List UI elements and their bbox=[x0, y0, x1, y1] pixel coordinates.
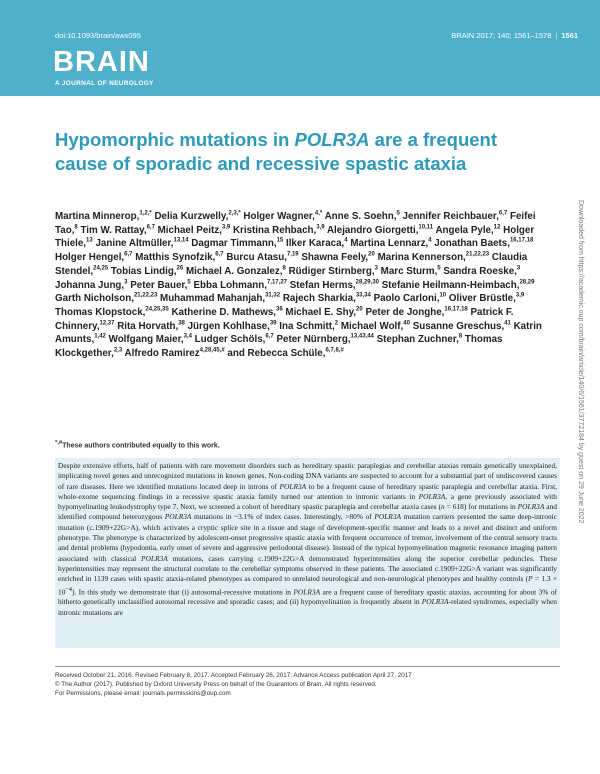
author-name: Michael A. Gonzalez, bbox=[185, 265, 283, 277]
author-affiliation: 21,22,23 bbox=[133, 292, 158, 299]
author bbox=[55, 211, 152, 222]
abstract-segment: mutations in ~3.1% of index cases. Interestingly, >80% of bbox=[191, 512, 375, 522]
abstract-segment: mutation carriers presented the same deep-intronic mutation (c.1909+22G>A), which activates a cryptic splice site in a tissue and stage of development-specific manner and leads to a novel and distinct and uniform phenotype. The phenotype is characterized by adolescent-onset progressive spastic ataxia with frequent occurrence of tremor, involvement of the central sensory tracts and dental problems (hypodontia, early onset of severe and aggressive periodontal disease). Instead of the typical hypomyelination magnetic resonance imaging pattern associated with classical bbox=[58, 512, 557, 563]
author-affiliation: 20 bbox=[368, 251, 375, 258]
author-affiliation: 6,7 bbox=[498, 210, 508, 217]
doi[interactable]: doi:10.1093/brain/awx095 bbox=[55, 31, 141, 40]
superscript: −4 bbox=[65, 586, 72, 593]
abstract-segment: , a gene previously associated with hypomyelinating leukodystrophy type 7. Next, we screened a cohort of hereditary spastic paraplegia and cerebellar ataxia cases ( bbox=[58, 491, 557, 512]
author-name: Holger Hengel, bbox=[55, 252, 125, 264]
author-name: Garth Nicholson, bbox=[55, 293, 134, 305]
author bbox=[117, 321, 185, 332]
journal-tagline: A JOURNAL OF NEUROLOGY bbox=[55, 80, 154, 87]
author-affiliation: 10,11 bbox=[418, 224, 434, 231]
author-affiliation: 3,9 bbox=[221, 224, 231, 231]
author bbox=[435, 225, 500, 236]
author bbox=[233, 225, 325, 236]
author bbox=[158, 225, 231, 236]
italic-term: n bbox=[440, 502, 445, 512]
author bbox=[289, 266, 378, 277]
citation-divider: | bbox=[555, 31, 558, 40]
author-name: and Rebecca Schüle, bbox=[227, 348, 326, 360]
author-list bbox=[55, 210, 555, 361]
footer-line: © The Author (2017). Published by Oxford University Press on behalf of the Guarantors of Brain. All rights reserved. bbox=[55, 681, 377, 689]
author-affiliation: 6,7 bbox=[124, 251, 133, 258]
author-name: Anne S. Soehn, bbox=[324, 211, 397, 222]
title-part-1: Hypomorphic mutations in bbox=[55, 129, 295, 150]
author-affiliation: 3 bbox=[516, 265, 521, 272]
author-affiliation: 26 bbox=[176, 265, 184, 272]
author-affiliation: 31,32 bbox=[265, 292, 281, 299]
author-affiliation: 2,3,* bbox=[228, 210, 241, 217]
author bbox=[377, 334, 463, 345]
author-affiliation: 4 bbox=[344, 238, 348, 245]
author-name: Oliver Brüstle, bbox=[448, 293, 516, 305]
abstract-segment: Despite extensive efforts, half of patients with rare movement disorders such as hereditary spastic paraplegias and cerebellar ataxias remain genetically unexplained, implicating novel genes and unrecognized mutations in known genes. Non-coding DNA variants are suspected to account for a substantial part of undiscovered causes of rare diseases. Here we identified mutations located deep in introns of bbox=[58, 461, 557, 491]
author bbox=[413, 321, 511, 332]
author-affiliation: 15 bbox=[276, 238, 284, 245]
author-name: Rajech Sharkia, bbox=[282, 293, 356, 305]
citation bbox=[451, 31, 578, 40]
author bbox=[160, 293, 280, 304]
author bbox=[286, 238, 348, 249]
author bbox=[243, 211, 322, 222]
author bbox=[350, 238, 431, 249]
author-name: Alejandro Giorgetti, bbox=[326, 224, 419, 236]
author-name: Paolo Carloni, bbox=[373, 293, 440, 305]
abstract-segment: mutations, cases carrying c.1909+22G>A demonstrated hyperintensities along the superior cerebellar peduncles. These hyperintensities may represent the structural correlate to the cerebellar symptoms observed in these patients. The associated c.1909+22G>A variant was significantly enriched in 1139 cases with spastic ataxia-related phenotypes as compared to unrelated neurological and non-neurological phenotypes and healthy controls ( bbox=[58, 553, 557, 584]
author-affiliation: 21,22,23 bbox=[465, 251, 490, 258]
author-affiliation: 6,7,8,# bbox=[325, 347, 344, 354]
italic-term: POLR3A bbox=[374, 512, 402, 522]
author bbox=[301, 252, 374, 263]
author-affiliation: 1,2,* bbox=[139, 210, 152, 217]
author bbox=[81, 225, 155, 236]
footer-divider bbox=[55, 666, 560, 667]
author-affiliation: 16,17,18 bbox=[509, 238, 534, 245]
author-name: Marc Sturm, bbox=[380, 265, 438, 277]
author-name: Angela Pyle, bbox=[435, 224, 494, 236]
author bbox=[186, 266, 286, 277]
italic-term: POLR3A bbox=[421, 597, 449, 607]
author bbox=[327, 225, 433, 236]
author-name: Shawna Feely, bbox=[301, 252, 369, 264]
author-affiliation: 28,29 bbox=[519, 279, 535, 286]
author-affiliation: 7,19 bbox=[286, 251, 299, 258]
italic-term: POLR3A bbox=[418, 491, 446, 501]
author bbox=[111, 266, 183, 277]
author-name: Stefan Herms, bbox=[289, 279, 356, 291]
abstract-segment: = 1.3 × 10 bbox=[58, 574, 557, 597]
author-name: Katherine D. Mathews, bbox=[171, 306, 276, 318]
author-name: Michael Wolf, bbox=[340, 320, 404, 332]
author bbox=[227, 348, 343, 359]
author-affiliation: 40 bbox=[403, 320, 410, 327]
author-affiliation: 38 bbox=[178, 320, 185, 327]
equal-note-text: These authors contributed equally to this work. bbox=[62, 442, 220, 450]
author bbox=[135, 252, 223, 263]
author-affiliation: 3,4 bbox=[183, 334, 192, 341]
author-affiliation: 33,34 bbox=[355, 292, 371, 299]
italic-term: POLR3A bbox=[293, 587, 321, 597]
author bbox=[382, 280, 535, 291]
author-name: Kristina Rehbach, bbox=[232, 224, 317, 236]
journal-logo: BRAIN bbox=[53, 46, 150, 78]
author-name: Peter Nürnberg, bbox=[276, 334, 351, 346]
author bbox=[434, 238, 533, 249]
author-name: Matthis Synofzik, bbox=[135, 252, 216, 264]
author-affiliation: 6,7 bbox=[215, 251, 224, 258]
author-affiliation: 5 bbox=[187, 279, 191, 286]
author-name: Patrick F. Chinnery, bbox=[55, 306, 514, 332]
author-affiliation: 1,42 bbox=[94, 334, 106, 341]
author-affiliation: 8 bbox=[458, 334, 463, 341]
author-name: Holger Thiele, bbox=[55, 224, 535, 250]
author bbox=[55, 280, 127, 291]
author-affiliation: 6,7 bbox=[265, 334, 274, 341]
author-affiliation: 16,17,18 bbox=[444, 306, 468, 313]
author-name: Ilker Karaca, bbox=[285, 238, 345, 250]
author-affiliation: 2 bbox=[334, 320, 339, 327]
author-affiliation: 41 bbox=[504, 320, 511, 327]
author bbox=[365, 307, 467, 318]
author-name: Ina Schmitt, bbox=[279, 320, 335, 332]
author-affiliation: 24,25,35 bbox=[145, 306, 169, 313]
author-name: Thomas Klopstock, bbox=[55, 306, 146, 318]
italic-term: POLR3A bbox=[141, 553, 168, 563]
author-name: Tobias Lindig, bbox=[110, 265, 177, 277]
author-affiliation: 12 bbox=[493, 224, 501, 231]
author bbox=[374, 293, 447, 304]
author-affiliation: 12,37 bbox=[99, 320, 115, 327]
author-name: Sandra Roeske, bbox=[443, 265, 517, 277]
author-affiliation: 20 bbox=[356, 306, 363, 313]
author-name: Burcu Atasu, bbox=[226, 252, 287, 264]
author-name: Stephan Zuchner, bbox=[376, 334, 459, 346]
author-affiliation: 13 bbox=[86, 238, 93, 245]
author bbox=[443, 266, 520, 277]
author bbox=[154, 211, 240, 222]
author-name: Wolfgang Maier, bbox=[108, 334, 184, 346]
author bbox=[325, 211, 400, 222]
author bbox=[195, 334, 274, 345]
author-name: Holger Wagner, bbox=[243, 211, 315, 222]
italic-term: POLR3A bbox=[164, 512, 192, 522]
author bbox=[95, 238, 188, 249]
author-affiliation: 4,28,45,# bbox=[199, 347, 225, 354]
author bbox=[109, 334, 192, 345]
footer-line: Received October 21, 2016. Revised February 8, 2017. Accepted February 26, 2017. Advance Access publication April 27, 2017 bbox=[55, 672, 412, 679]
author-name: Katrin Amunts, bbox=[55, 320, 542, 346]
author-name: Alfredo Ramirez bbox=[124, 348, 200, 360]
author-affiliation: 3 bbox=[374, 265, 378, 272]
author-affiliation: 6,7 bbox=[146, 224, 155, 231]
author bbox=[171, 307, 282, 318]
download-watermark: Downloaded from https://academic.oup.com/brain/article/140/6/1561/3772184 by guest on 29 June 2022 bbox=[577, 200, 584, 524]
author bbox=[449, 293, 524, 304]
author bbox=[55, 252, 132, 263]
author-name: Michael E. Shy, bbox=[285, 306, 357, 318]
abstract-segment: and identified compound heterozygous bbox=[58, 502, 557, 522]
author bbox=[283, 293, 371, 304]
author-affiliation: 4,* bbox=[314, 210, 323, 217]
author bbox=[191, 238, 283, 249]
author-affiliation: 8 bbox=[282, 265, 286, 272]
author-name: Jennifer Reichbauer, bbox=[402, 211, 499, 222]
author-affiliation: 3,9 bbox=[316, 224, 325, 231]
author-affiliation: 3,9 bbox=[515, 292, 525, 299]
author-name: Rüdiger Stirnberg, bbox=[288, 265, 375, 277]
abstract-text bbox=[58, 461, 557, 618]
equal-contribution-note bbox=[55, 440, 220, 449]
journal-header-bar bbox=[0, 0, 600, 96]
author-name: Thomas Klockgether, bbox=[55, 334, 503, 360]
author-name: Delia Kurzwelly, bbox=[154, 211, 229, 222]
author-name: Ludger Schöls, bbox=[194, 334, 266, 346]
author-name: Rita Horvath, bbox=[117, 320, 179, 332]
author-affiliation: 28,29,30 bbox=[355, 279, 379, 286]
author bbox=[125, 348, 225, 359]
author-name: Peter Bauer, bbox=[130, 279, 188, 291]
author-name: Ebba Lohmann, bbox=[193, 279, 267, 291]
author-affiliation: 7,17,27 bbox=[266, 279, 287, 286]
author-name: Dagmar Timmann, bbox=[191, 238, 277, 250]
italic-term: POLR3A bbox=[517, 502, 545, 512]
author-name: Claudia Stendel, bbox=[55, 252, 528, 277]
abstract-segment: ). In this study we demonstrate that (i) autosomal-recessive mutations in bbox=[71, 587, 294, 597]
italic-term: POLR3A bbox=[279, 481, 307, 491]
title-part-2: are a frequent cause of sporadic and recessive spastic ataxia bbox=[55, 129, 498, 174]
publication-footer bbox=[55, 671, 560, 699]
author-name: Martina Minnerop, bbox=[55, 211, 140, 222]
author bbox=[378, 252, 490, 263]
author-name: Susanne Greschus, bbox=[412, 320, 505, 332]
author-name: Michael Peitz, bbox=[157, 224, 222, 236]
author bbox=[188, 321, 277, 332]
author-name: Marina Kennerson, bbox=[377, 252, 466, 264]
article-title bbox=[55, 128, 535, 176]
author-name: Jonathan Baets, bbox=[434, 238, 510, 250]
author-affiliation: 8 bbox=[74, 224, 78, 231]
author-name: Tim W. Rattay, bbox=[80, 224, 147, 236]
citation-text: BRAIN 2017: 140; 1561–1578 bbox=[451, 31, 552, 40]
author bbox=[226, 252, 298, 263]
footer-line: For Permissions, please email: journals.permissions@oup.com bbox=[55, 690, 231, 698]
page-number: 1561 bbox=[561, 31, 578, 40]
italic-term: P bbox=[528, 574, 533, 584]
author-affiliation: 4 bbox=[428, 238, 432, 245]
equal-note-symbols: *,# bbox=[55, 440, 63, 446]
author-name: Johanna Jung, bbox=[55, 279, 125, 291]
author bbox=[403, 211, 508, 222]
abstract-box bbox=[55, 458, 560, 648]
author bbox=[130, 280, 191, 291]
author-name: Stefanie Heilmann-Heimbach, bbox=[381, 279, 520, 291]
author-affiliation: 2,3 bbox=[113, 347, 123, 354]
author bbox=[341, 321, 410, 332]
author bbox=[193, 280, 287, 291]
author bbox=[285, 307, 362, 318]
author bbox=[279, 321, 338, 332]
author-name: Janine Altmüller, bbox=[95, 238, 174, 250]
author-name: Feifei Tao, bbox=[55, 211, 536, 236]
author-name: Peter de Jonghe, bbox=[365, 306, 445, 318]
author-name: Martina Lennarz, bbox=[350, 238, 429, 250]
author-affiliation: 39 bbox=[269, 320, 277, 327]
author-name: Jürgen Kohlhase, bbox=[187, 320, 270, 332]
abstract-segment: are a frequent cause of hereditary spastic ataxias, accounting for about 3% of hitherto genetically unclassified autosomal recessive and sporadic cases; and (ii) hypomyelination is frequently absent in bbox=[58, 587, 558, 607]
author-affiliation: 13,43,44 bbox=[350, 334, 374, 341]
author-affiliation: 24,25 bbox=[93, 265, 109, 272]
author-affiliation: 13,14 bbox=[173, 238, 189, 245]
author-affiliation: 5 bbox=[437, 265, 441, 272]
abstract-segment: = 618) for mutations in bbox=[444, 502, 518, 512]
title-gene: POLR3A bbox=[294, 129, 370, 150]
author-affiliation: 3 bbox=[124, 279, 128, 286]
author-name: Muhammad Mahanjah, bbox=[160, 293, 266, 305]
author-affiliation: 5 bbox=[396, 210, 400, 217]
author-affiliation: 36 bbox=[276, 306, 283, 313]
author bbox=[55, 307, 169, 318]
author bbox=[381, 266, 441, 277]
author bbox=[55, 293, 157, 304]
author-affiliation: 10 bbox=[439, 292, 447, 299]
abstract-segment: to be a frequent cause of hereditary spastic paraplegia and cerebellar ataxia. First, whole-exome sequencing findings in a recessive spastic ataxia family turned our attention to intronic variants in bbox=[58, 481, 557, 501]
author bbox=[290, 280, 379, 291]
abstract-segment: -related syndromes, especially when intronic mutations are bbox=[58, 597, 557, 617]
author bbox=[276, 334, 373, 345]
